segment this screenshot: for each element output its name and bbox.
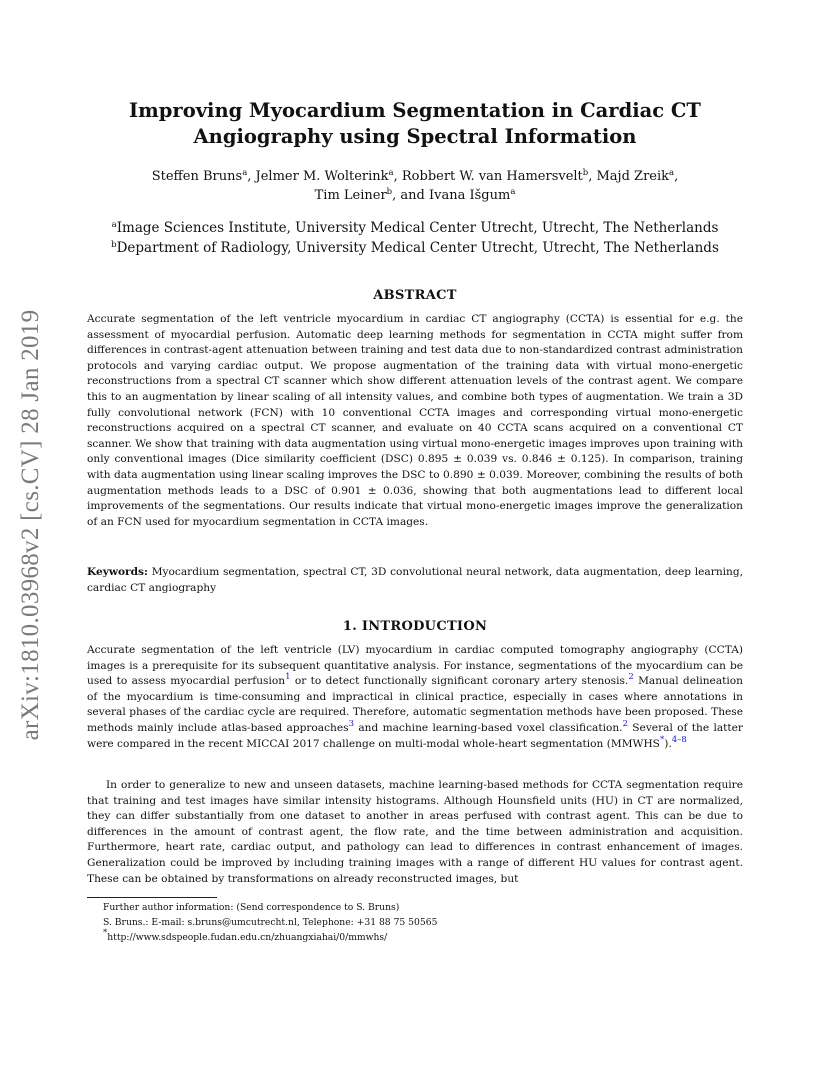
keywords — [87, 565, 743, 596]
author-affil-mark: a — [669, 168, 675, 178]
keywords-label: Keywords: — [87, 566, 148, 578]
footnote-line — [103, 930, 743, 945]
citation-link[interactable]: 1 — [285, 672, 291, 683]
author-name: Majd Zreik — [596, 169, 670, 184]
footnote-divider — [87, 897, 217, 898]
footnote-url[interactable]: http://www.sdspeople.fudan.edu.cn/zhuangxiahai/0/mmwhs/ — [107, 932, 388, 943]
citation-link[interactable]: 3 — [348, 718, 355, 729]
author-affil-mark: a — [510, 187, 516, 197]
citation-link[interactable]: 2 — [628, 672, 634, 683]
affiliation-mark: a — [111, 220, 117, 230]
affiliation-text: Image Sciences Institute, University Medical Center Utrecht, Utrecht, The Netherlands — [116, 220, 719, 236]
author-name: Robbert W. van Hamersvelt — [401, 169, 583, 184]
paragraph-text: or to detect functionally significant coronary artery stenosis. — [290, 675, 629, 688]
footnote-line: Further author information: (Send correspondence to S. Bruns) — [103, 902, 400, 913]
paragraph-text: Accurate segmentation of the left ventricle (LV) myocardium in cardiac computed tomography angiography (CCTA) images is a prerequisite for its subsequent quantitative analysis. For instance, segmentations of the myocardium can be used to assess myocardial perfusion — [87, 644, 743, 688]
footnotes — [103, 900, 743, 945]
author-affil-mark: a — [388, 168, 394, 178]
citation-link[interactable]: 2 — [622, 718, 628, 729]
author-conjunction: and — [400, 188, 425, 203]
keywords-text: Myocardium segmentation, spectral CT, 3D convolutional neural network, data augmentation, deep learning, cardiac CT angiography — [87, 566, 743, 594]
author-affil-mark: b — [386, 187, 393, 197]
footnote-line: S. Bruns.: E-mail: s.bruns@umcutrecht.nl, Telephone: +31 88 75 50565 — [103, 917, 438, 928]
arxiv-stamp — [4, 290, 58, 760]
footnote-link[interactable]: * — [659, 734, 665, 745]
author-list — [87, 167, 743, 205]
abstract-text: Accurate segmentation of the left ventricle myocardium in cardiac CT angiography (CCTA) is essential for e.g. the assessment of myocardial perfusion. Automatic deep learning methods for segmentation in CCTA might suffer from differences in contrast-agent attenuation between training and test data due to non-standardized contrast administration protocols and varying cardiac output. We propose augmentation of the training data with virtual mono-energetic reconstructions from a spectral CT scanner which show different attenuation levels of the contrast agent. We compare this to an augmentation by linear scaling of all intensity values, and combine both types of augmentation. We train a 3D fully convolutional network (FCN) with 10 conventional CCTA images and corresponding virtual mono-energetic reconstructions acquired on a spectral CT scanner, and evaluate on 40 CCTA scans acquired on a conventional CT scanner. We show that training with data augmentation using virtual mono-energetic images improves upon training with only conventional images (Dice similarity coefficient (DSC) 0.895 ± 0.039 vs. 0.846 ± 0.125). In comparison, training with data augmentation using linear scaling improves the DSC to 0.890 ± 0.039. Moreover, combining the results of both augmentation methods leads to a DSC of 0.901 ± 0.036, showing that both augmentations lead to different local improvements of the segmentations. Our results indicate that virtual mono-energetic images improve the generalization of an FCN used for myocardium segmentation in CCTA images. — [87, 313, 743, 528]
paragraph-text: and machine learning-based voxel classification. — [354, 721, 623, 734]
affiliation-mark: b — [111, 240, 117, 250]
paper-title — [87, 98, 743, 150]
title-line-2: Angiography using Spectral Information — [193, 125, 637, 148]
arxiv-stamp-text: arXiv:1810.03968v2 [cs.CV] 28 Jan 2019 — [17, 309, 44, 741]
author-name: Tim Leiner — [314, 188, 387, 203]
author-name: Jelmer M. Wolterink — [255, 169, 389, 184]
abstract-heading: ABSTRACT — [373, 288, 457, 303]
affiliation — [87, 218, 743, 238]
introduction-heading: 1. INTRODUCTION — [342, 619, 488, 634]
paragraph-text: ). — [664, 737, 672, 750]
affiliation — [87, 238, 743, 258]
author-line-1: Steffen Bruns$^a$, Jelmer M. Wolterink$^a$, Robbert W. van Hamersvelt$^b$, Majd Zreik$^a$, — [151, 168, 679, 184]
affiliation-list — [87, 218, 743, 258]
introduction-paragraph-1 — [87, 643, 743, 752]
author-affil-mark: b — [582, 168, 589, 178]
author-line-2: Tim Leiner$^b$, and Ivana Išgum$^a$ — [314, 187, 516, 203]
footnote-mark: * — [103, 928, 108, 938]
citation-link[interactable]: 4–8 — [671, 734, 687, 745]
paragraph-text: Several of the latter were compared in the recent MICCAI 2017 challenge on multi-modal whole-heart segmentation (MMWHS — [87, 721, 743, 750]
author-name: Ivana Išgum — [428, 188, 511, 203]
title-line-1: Improving Myocardium Segmentation in Cardiac CT — [129, 99, 701, 122]
paragraph-text: Manual delineation of the myocardium is time-consuming and impractical in clinical practice, especially in cases where annotations in several phases of the cardiac cycle are required. Therefore, automatic segmentation methods have been proposed. These methods mainly include atlas-based approaches — [87, 675, 743, 734]
introduction-paragraph-2: In order to generalize to new and unseen datasets, machine learning-based methods for CCTA segmentation require that training and test images have similar intensity histograms. Although Hounsfield units (HU) in CT are normalized, they can differ substantially from one dataset to another in areas perfused with contrast agent. This can be due to differences in the amount of contrast agent, the flow rate, and the time between administration and acquisition. Furthermore, heart rate, cardiac output, and pathology can lead to differences in contrast enhancement of images. Generalization could be improved by including training images with a range of different HU values for contrast agent. These can be obtained by transformations on already reconstructed images, but — [87, 779, 743, 885]
author-affil-mark: a — [242, 168, 248, 178]
author-name: Steffen Bruns — [151, 169, 243, 184]
affiliation-text: Department of Radiology, University Medical Center Utrecht, Utrecht, The Netherlands — [116, 240, 719, 256]
